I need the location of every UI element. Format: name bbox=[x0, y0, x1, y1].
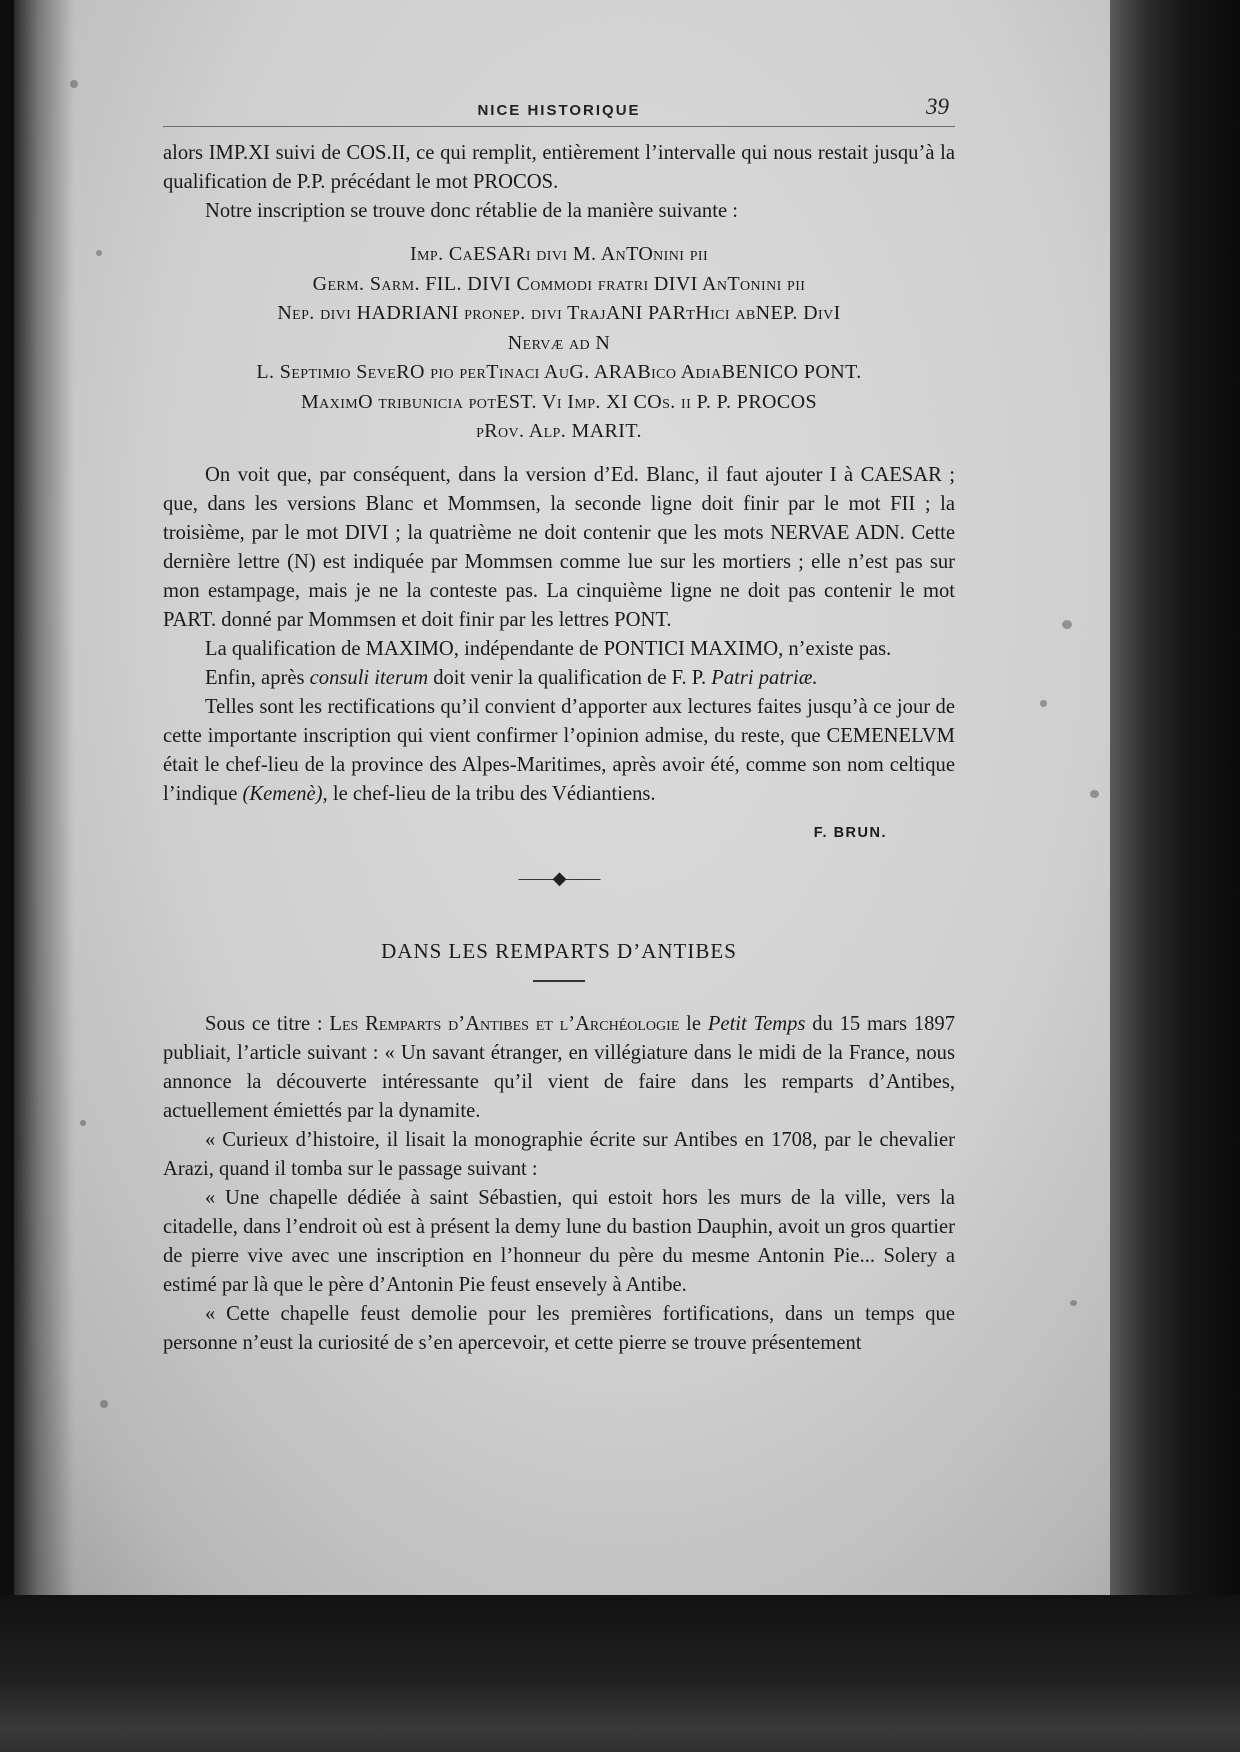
foxing-speck bbox=[1040, 700, 1047, 707]
running-head bbox=[163, 96, 955, 127]
italic-text: Patri patriæ. bbox=[711, 666, 818, 689]
foxing-speck bbox=[1062, 620, 1072, 629]
italic-text: Petit Temps bbox=[707, 1012, 806, 1035]
inscription-line: Nep. divi HADRIANI pronep. divi TrajANI PARtHici abNEP. DivI bbox=[277, 302, 841, 324]
book-bottom-edge bbox=[0, 1595, 1240, 1752]
paragraph: « Cette chapelle feust demolie pour les premières fortifications, dans un temps que personne n’eust la curiosité de s’en apercevoir, et cette pierre se trouve présentement bbox=[163, 1302, 955, 1354]
author-signature: F. BRUN. bbox=[813, 824, 887, 841]
page-stack-edge bbox=[1110, 0, 1240, 1620]
text-run: le bbox=[679, 1012, 708, 1035]
paragraph bbox=[163, 1010, 955, 1126]
paragraph: « Une chapelle dédiée à saint Sébastien, qui estoit hors les murs de la ville, vers la citadelle, dans l’endroit où est à présent la demy lune du bastion Dauphin, avoit un gros quartier de pierre vive avec une inscription en l’honneur du père du mesme Antonin Pie... Solery a estimé par là que le père d’Antonin Pie feust ensevely à Antibe. bbox=[163, 1186, 955, 1296]
inscription-line: Germ. Sarm. FIL. DIVI Commodi fratri DIVI AnTonini pii bbox=[312, 272, 806, 295]
inscription-line: pRov. Alp. MARIT. bbox=[476, 420, 642, 442]
foxing-speck bbox=[100, 1400, 108, 1408]
inscription-line: Imp. CaESARi divi M. AnTOnini pii bbox=[409, 243, 709, 265]
foxing-speck bbox=[96, 250, 102, 256]
running-title: NICE HISTORIQUE bbox=[477, 102, 641, 119]
section-title: DANS LES REMPARTS D’ANTIBES bbox=[381, 938, 737, 963]
text-run: le chef-lieu de la tribu des Védiantiens. bbox=[327, 782, 656, 805]
text-run: Enfin, après bbox=[205, 666, 310, 689]
paragraph: La qualification de MAXIMO, indépendante de PONTICI MAXIMO, n’existe pas. bbox=[205, 637, 892, 660]
inscription-line: MaximO tribunicia potEST. Vi Imp. XI COs. ii P. P. PROCOS bbox=[300, 390, 818, 413]
paragraph: On voit que, par conséquent, dans la version d’Ed. Blanc, il faut ajouter I à CAESAR ; que, dans les versions Blanc et Mommsen, la seconde ligne doit finir par le mot FII ; la troisième, par le mot DIVI ; la quatrième ne doit contenir que les mots NERVAE ADN. Cette dernière lettre (N) est indiquée par Mommsen comme lue sur les mortiers ; elle n’est pas sur mon estampage, mais je ne la conteste pas. La cinquième ligne ne doit pas contenir le mot PART. donné par Mommsen et doit finir par les lettres PONT. bbox=[163, 463, 955, 631]
small-caps-text: Les Remparts d’Antibes et l’Archéologie bbox=[329, 1012, 680, 1035]
page-text bbox=[163, 96, 955, 1358]
inscription-line: Nervæ ad N bbox=[507, 331, 611, 354]
foxing-speck bbox=[1070, 1300, 1077, 1306]
italic-text: consuli iterum bbox=[309, 666, 429, 689]
paragraph: alors IMP.XI suivi de COS.II, ce qui remplit, entièrement l’intervalle qui nous restait jusqu’à la qualification de P.P. précédant le mot PROCOS. bbox=[163, 142, 955, 193]
italic-text: (Kemenè), bbox=[242, 782, 328, 805]
foxing-speck bbox=[70, 80, 78, 88]
text-run: Sous ce titre : bbox=[205, 1012, 330, 1035]
page-number: 39 bbox=[926, 94, 949, 119]
text-run: doit venir la qualification de F. P. bbox=[428, 666, 712, 689]
paragraph: « Curieux d’histoire, il lisait la monographie écrite sur Antibes en 1708, par le chevalier Arazi, quand il tomba sur le passage suivant : bbox=[163, 1128, 955, 1180]
foxing-speck bbox=[1090, 790, 1099, 798]
paragraph: Notre inscription se trouve donc rétablie de la manière suivante : bbox=[205, 200, 738, 222]
binding-shadow bbox=[14, 0, 74, 1595]
paragraph bbox=[163, 693, 955, 809]
text-run: du 15 mars 1897 publiait, l’article suivant : « Un savant étranger, en villégiature dans le midi de la France, nous annonce la découverte intéressante qu’il vient de faire dans les remparts d’Antibes, actuellement émiettés par la dynamite. bbox=[163, 1012, 956, 1122]
foxing-speck bbox=[80, 1120, 86, 1126]
section-divider-ornament: ——◆—— bbox=[518, 867, 600, 888]
paragraph bbox=[163, 664, 955, 693]
latin-inscription bbox=[163, 240, 955, 447]
inscription-line: L. Septimio SeveRO pio perTinaci AuG. ARABico AdiaBENICO PONT. bbox=[256, 361, 862, 383]
title-rule bbox=[533, 980, 585, 982]
text-run: Telles sont les rectifications qu’il convient d’apporter aux lectures faites jusqu’à ce jour de cette importante inscription qui vient confirmer l’opinion admise, du reste, que CEMENELVM était le chef-lieu de la province des Alpes-Maritimes, après avoir été, comme son nom celtique l’indique bbox=[163, 695, 955, 805]
